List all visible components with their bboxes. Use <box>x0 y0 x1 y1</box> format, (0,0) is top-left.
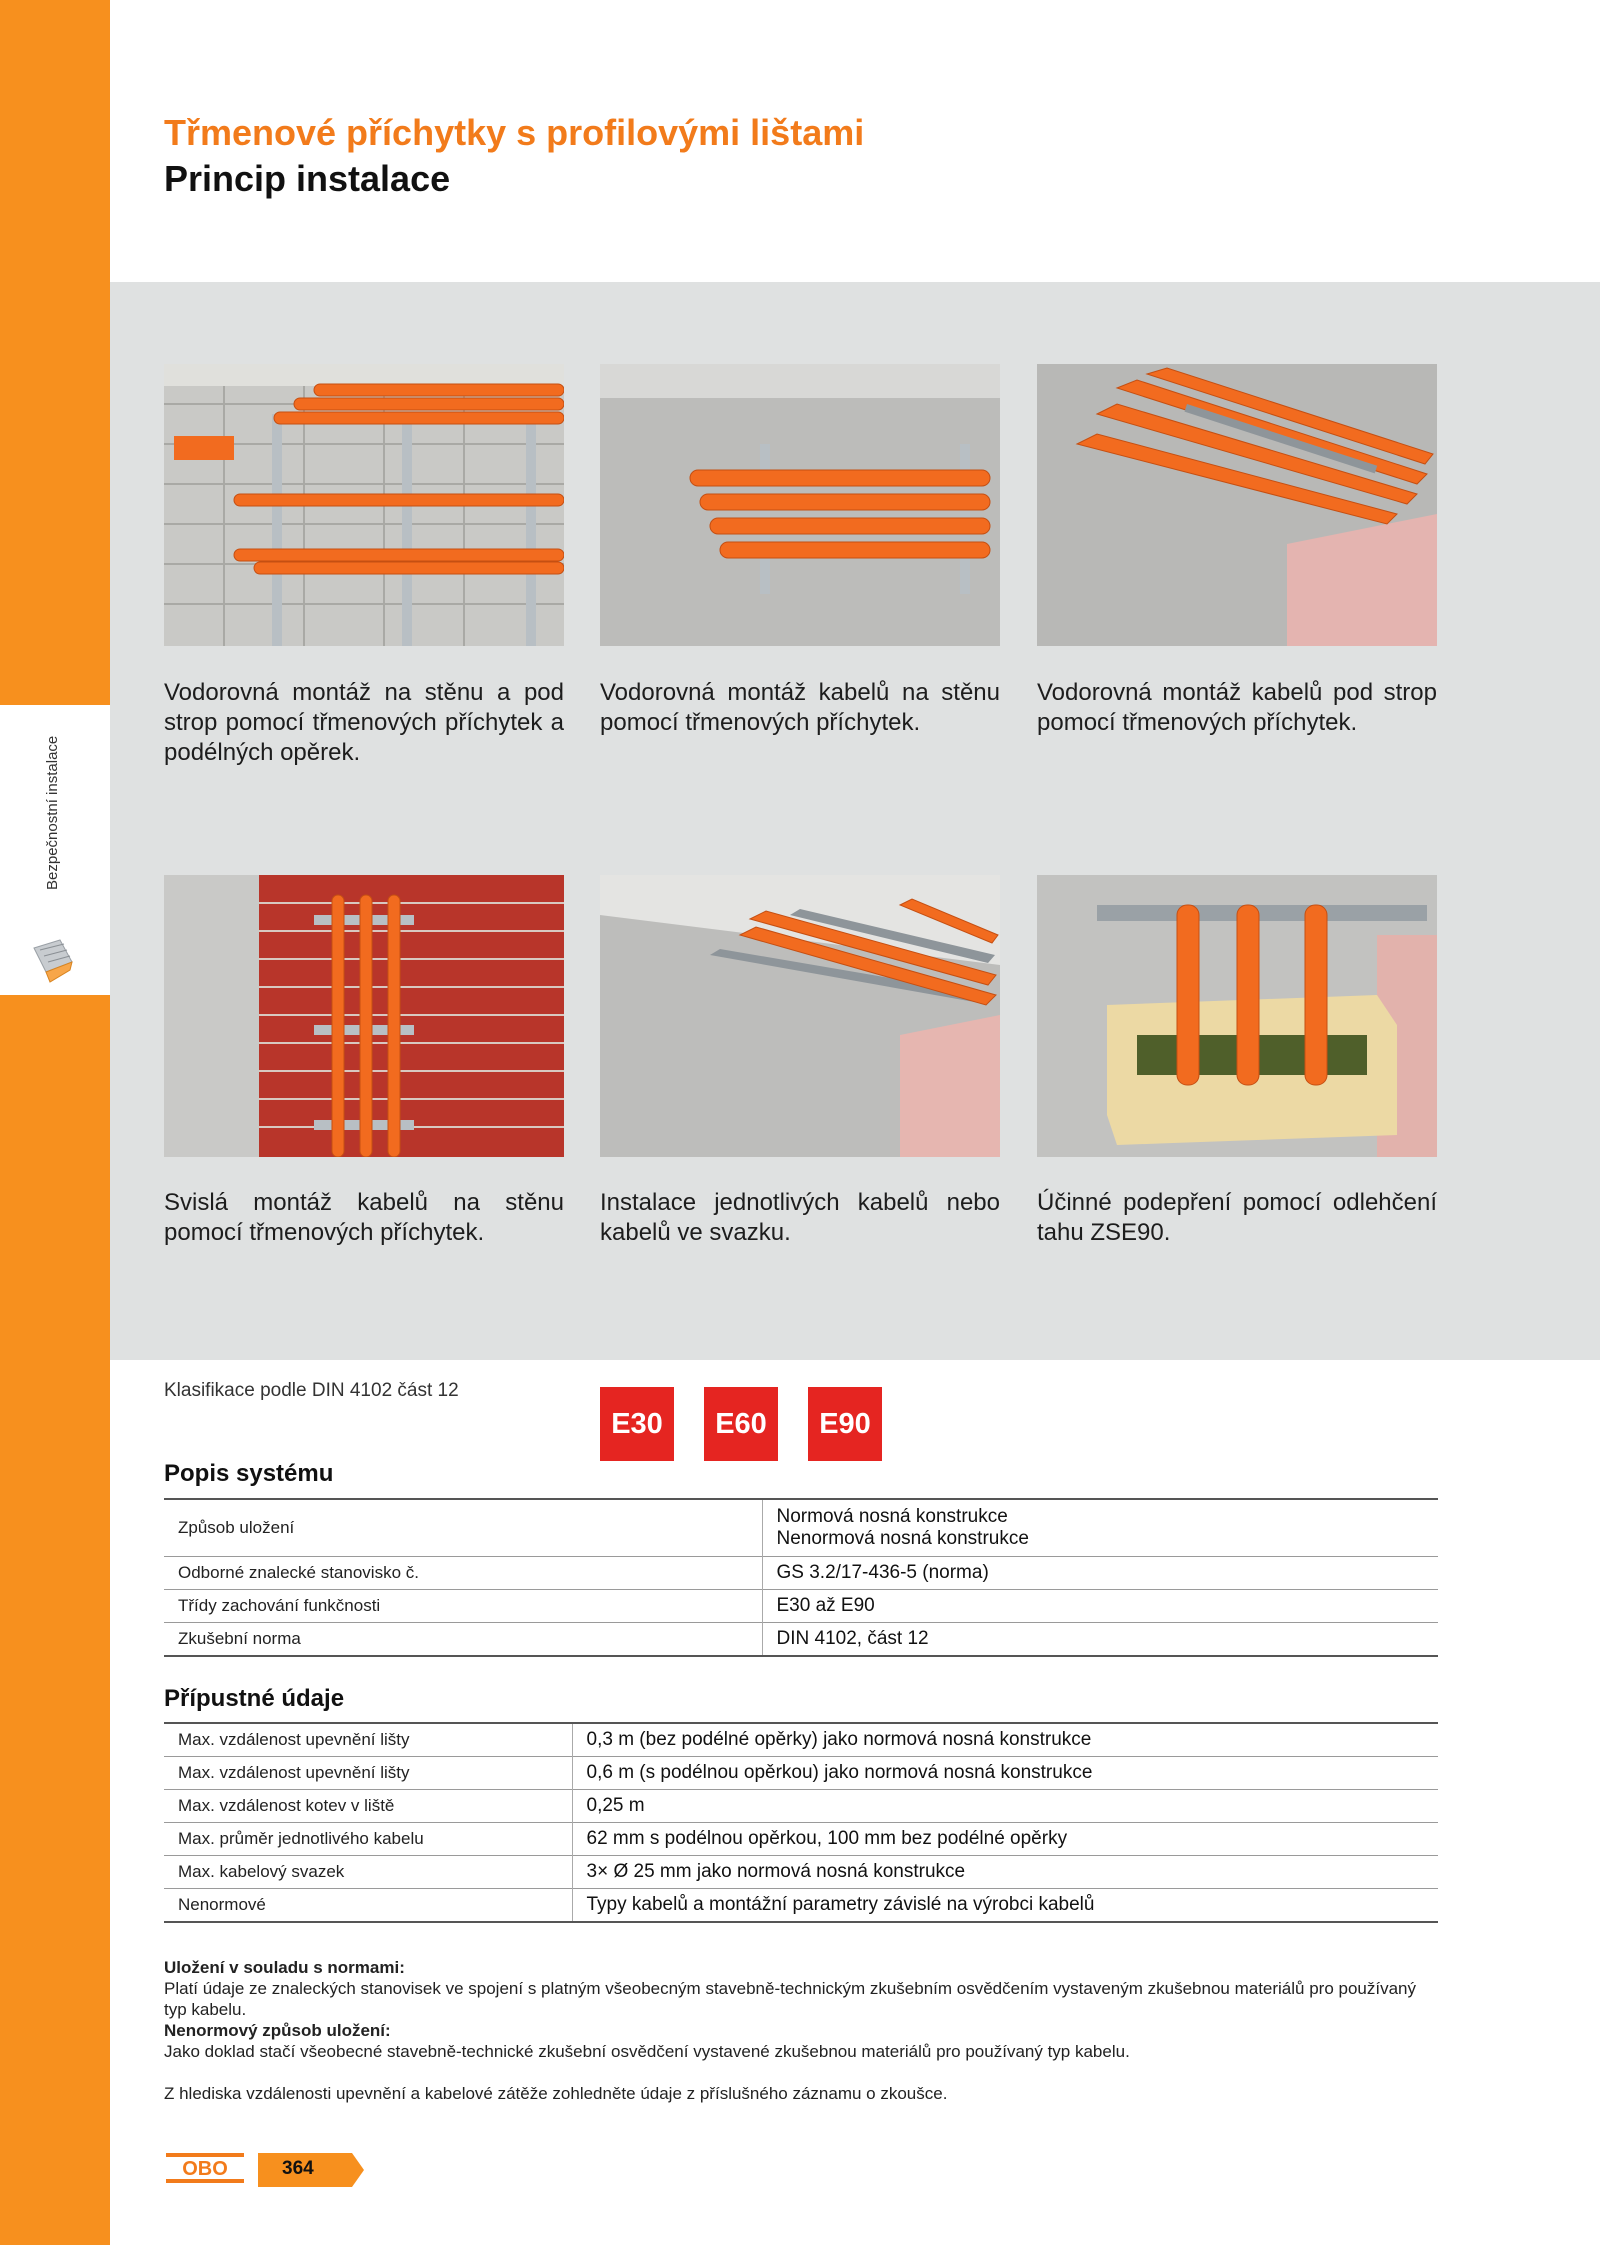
table-row <box>164 1823 1438 1856</box>
installation-gallery <box>110 282 1600 1360</box>
permissible-heading: Přípustné údaje <box>164 1685 345 1712</box>
row-value: Typy kabelů a montážní parametry závislé na výrobci kabelů <box>572 1889 1438 1923</box>
row-value: 0,6 m (s podélnou opěrkou) jako normová nosná konstrukce <box>572 1757 1438 1790</box>
classification-label: Klasifikace podle DIN 4102 část 12 <box>164 1380 459 1401</box>
photo-wall-mount-horizontal-with-supports <box>164 364 564 646</box>
fire-protection-icon <box>30 938 76 990</box>
row-value: 3× Ø 25 mm jako normová nosná konstrukce <box>572 1856 1438 1889</box>
photo-vertical-wall-mount-cables <box>164 875 564 1157</box>
badge-e90: E90 <box>808 1387 882 1461</box>
row-key: Třídy zachování funkčnosti <box>178 1596 381 1615</box>
row-value: 0,3 m (bez podélné opěrky) jako normová nosná konstrukce <box>572 1723 1438 1757</box>
table-row <box>164 1557 1438 1590</box>
note-heading-nonstandard: Nenormový způsob uložení: <box>164 2021 391 2040</box>
photo-strain-relief-zse90 <box>1037 875 1437 1157</box>
svg-text:OBO: OBO <box>182 2158 228 2180</box>
badge-e60: E60 <box>704 1387 778 1461</box>
caption-photo-6: Účinné podepření pomocí odlehčení tahu ZSE90. <box>1037 1189 1437 1246</box>
page-subtitle: Princip instalace <box>164 158 451 199</box>
system-heading: Popis systému <box>164 1460 334 1487</box>
table-row <box>164 1889 1438 1923</box>
row-value: DIN 4102, část 12 <box>762 1623 1438 1657</box>
table-row <box>164 1623 1438 1657</box>
note-heading-standard: Uložení v souladu s normami: <box>164 1958 405 1977</box>
page-title: Třmenové příchytky s profilovými lištami <box>164 112 865 153</box>
obo-logo <box>166 2153 244 2183</box>
row-key: Max. průměr jednotlivého kabelu <box>178 1829 424 1848</box>
note-text-standard: Platí údaje ze znaleckých stanovisek ve spojení s platným všeobecným stavebně-technickým zkušebním osvědčením vystaveným zkušebnou materiálů pro používaný typ kabelu. <box>164 1979 1417 2019</box>
row-key: Max. vzdálenost kotev v liště <box>178 1796 395 1815</box>
table-row <box>164 1790 1438 1823</box>
row-value: 0,25 m <box>572 1790 1438 1823</box>
photo-single-or-bundled-cables <box>600 875 1000 1157</box>
page-number: 364 <box>282 2158 314 2179</box>
badge-e30: E30 <box>600 1387 674 1461</box>
note-text-nonstandard: Jako doklad stačí všeobecné stavebně-technické zkušební osvědčení vystavené zkušebnou materiálů pro používaný typ kabelu. <box>164 2042 1130 2061</box>
row-value: Normová nosná konstrukce Nenormová nosná konstrukce <box>762 1499 1438 1557</box>
photo-ceiling-mount-horizontal-cables <box>1037 364 1437 646</box>
row-value: GS 3.2/17-436-5 (norma) <box>762 1557 1438 1590</box>
row-key: Nenormové <box>178 1895 266 1914</box>
photo-wall-mount-horizontal-cables <box>600 364 1000 646</box>
caption-photo-1: Vodorovná montáž na stěnu a pod strop pomocí třmenových příchytek a podélných opěrek. <box>164 679 564 766</box>
table-row <box>164 1757 1438 1790</box>
row-key: Zkušební norma <box>178 1629 301 1648</box>
table-row <box>164 1499 1438 1557</box>
row-key: Způsob uložení <box>178 1518 295 1537</box>
sidebar-section-label: Bezpečnostní instalace <box>44 735 61 890</box>
row-key: Max. kabelový svazek <box>178 1862 345 1881</box>
table-row <box>164 1723 1438 1757</box>
table-row <box>164 1590 1438 1623</box>
row-key: Max. vzdálenost upevnění lišty <box>178 1763 410 1782</box>
table-row <box>164 1856 1438 1889</box>
permissible-table <box>164 1722 1438 1923</box>
notes-section <box>164 1957 1439 2104</box>
row-value: E30 až E90 <box>762 1590 1438 1623</box>
row-value: 62 mm s podélnou opěrkou, 100 mm bez podélné opěrky <box>572 1823 1438 1856</box>
caption-photo-3: Vodorovná montáž kabelů pod strop pomocí třmenových příchytek. <box>1037 679 1437 736</box>
caption-photo-5: Instalace jednotlivých kabelů nebo kabelů ve svazku. <box>600 1189 1000 1246</box>
system-table <box>164 1498 1438 1657</box>
row-key: Odborné znalecké stanovisko č. <box>178 1563 419 1582</box>
row-key: Max. vzdálenost upevnění lišty <box>178 1730 410 1749</box>
caption-photo-2: Vodorovná montáž kabelů na stěnu pomocí třmenových příchytek. <box>600 679 1000 736</box>
sidebar <box>0 0 110 2245</box>
note-text-distance: Z hlediska vzdálenosti upevnění a kabelové zátěže zohledněte údaje z příslušného záznamu o zkoušce. <box>164 2084 948 2103</box>
caption-photo-4: Svislá montáž kabelů na stěnu pomocí třmenových příchytek. <box>164 1189 564 1246</box>
